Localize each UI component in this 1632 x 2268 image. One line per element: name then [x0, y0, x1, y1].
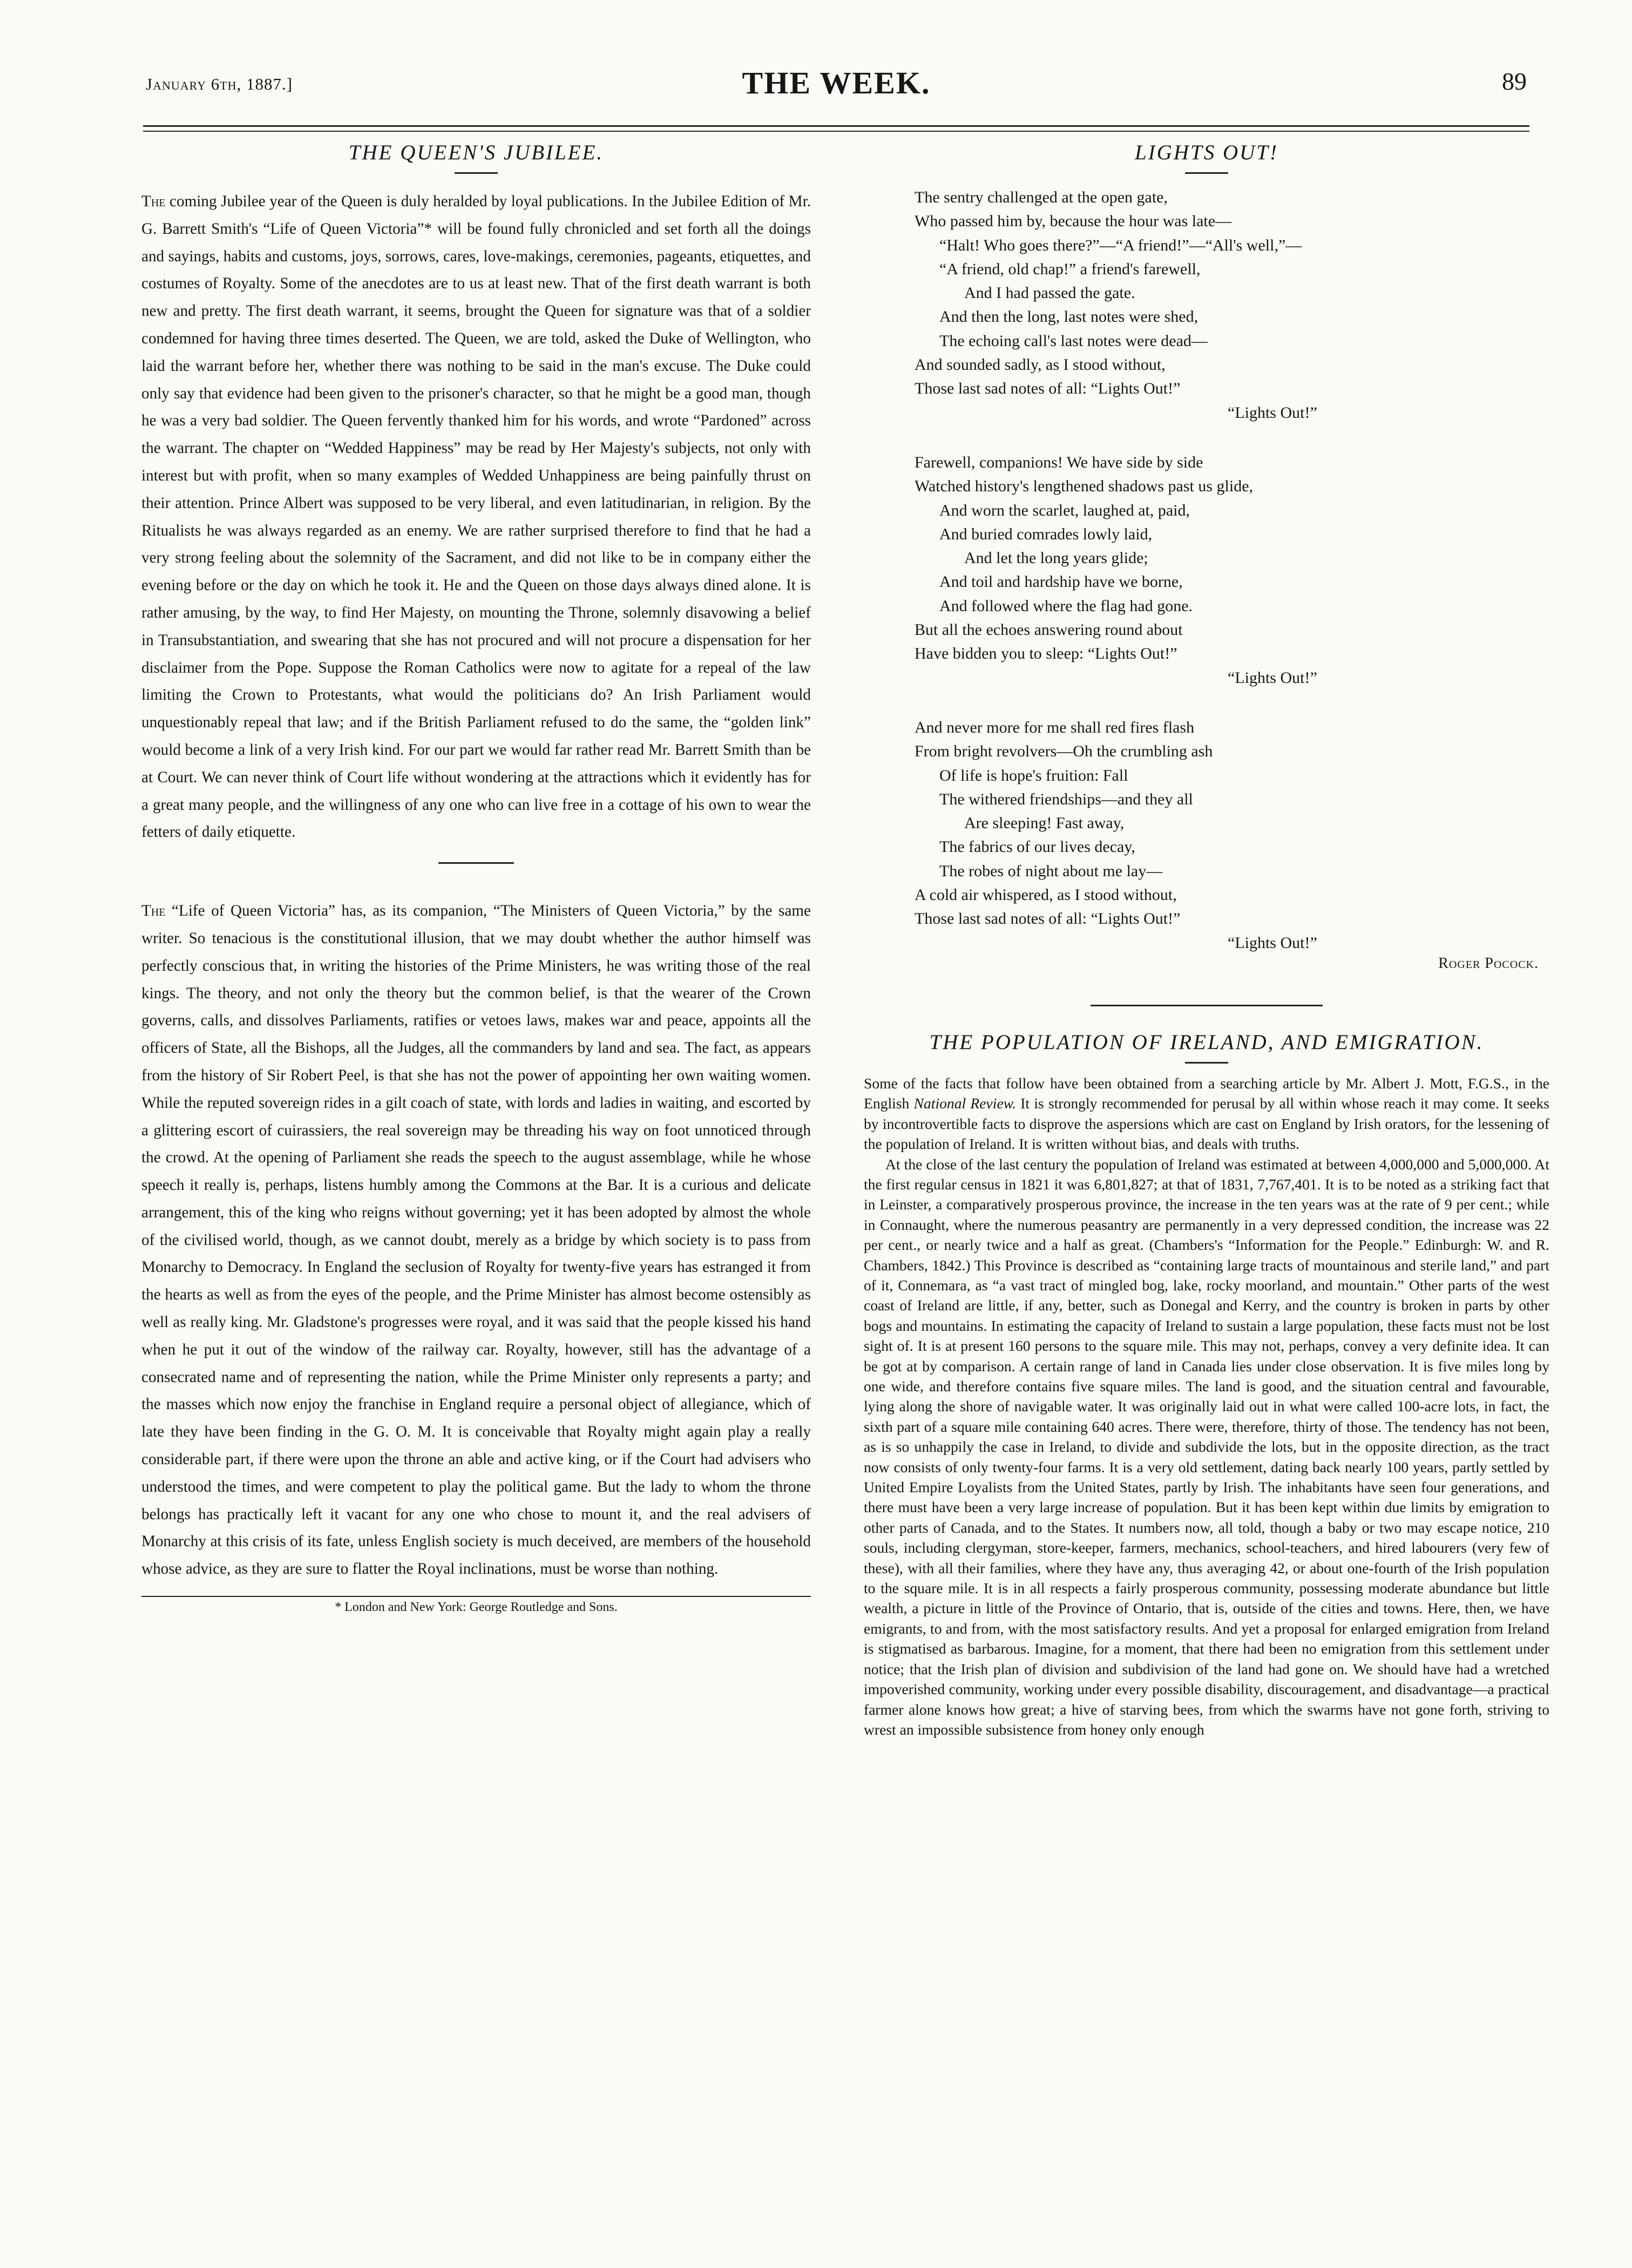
poem-line: And buried comrades lowly laid, — [939, 525, 1153, 543]
poem-line: The sentry challenged at the open gate, — [915, 188, 1168, 206]
right-column — [864, 140, 1549, 1739]
stanza-gap — [915, 425, 1549, 451]
poem-line: A cold air whispered, as I stood without, — [915, 886, 1177, 904]
poem-author: Roger Pocock. — [1438, 954, 1539, 972]
poem-line: Have bidden you to sleep: “Lights Out!” — [915, 645, 1177, 663]
title-rule — [1185, 172, 1228, 174]
poem-line: The withered friendships—and they all — [939, 790, 1193, 808]
poem-line: And followed where the flag had gone. — [939, 597, 1193, 615]
masthead-rule-secondary — [143, 131, 1529, 132]
poem-line: Farewell, companions! We have side by side — [915, 453, 1203, 471]
poem-line: Those last sad notes of all: “Lights Out!” — [915, 910, 1181, 928]
jubilee-paragraph-2-lead: The — [141, 902, 166, 920]
poem-line: And sounded sadly, as I stood without, — [915, 356, 1166, 374]
jubilee-title: THE QUEEN'S JUBILEE. — [348, 141, 604, 164]
poem-line: The fabrics of our lives decay, — [939, 838, 1135, 856]
ireland-paragraph-1-text-a: of the facts that follow have been obtained from a searching article by Mr. Albert J. Mott, F.G.S., in the English — [864, 1074, 1549, 1112]
jubilee-paragraph-1-lead: The — [141, 193, 166, 210]
title-rule — [1185, 1062, 1228, 1064]
poem — [864, 186, 1549, 955]
poem-line: “Lights Out!” — [1228, 933, 1317, 952]
poem-line: From bright revolvers—Oh the crumbling ash — [915, 742, 1213, 761]
poem-line: And never more for me shall red fires flash — [915, 718, 1195, 736]
poem-line: And worn the scarlet, laughed at, paid, — [939, 501, 1190, 519]
publication-title: THE WEEK. — [742, 65, 931, 100]
ireland-paragraph-1-text-b: It is strongly recommended for perusal by all within whose reach it may come. It seeks by incontrovertible facts to disprove the aspersions which are cast on England by Irish orators, for the lessening of the population of Ireland. It is written without bias, and deals with truths. — [864, 1095, 1549, 1153]
stanza-gap — [915, 690, 1549, 716]
jubilee-paragraph-1-text: coming Jubilee year of the Queen is duly heralded by loyal publications. In the Jubilee Edition of Mr. G. Barrett Smith's “Life of Queen Victoria”* will be found fully chronicled and set forth all the doings and sayings, habits and customs, joys, sorrows, cares, love-makings, ceremonies, pageants, etiquettes, and costumes of Royalty. Some of the anecdotes are to us at least new. That of the first death warrant is both new and pretty. The first death warrant, it seems, brought the Queen for signature was that of a soldier condemned for having three times deserted. The Queen, we are told, asked the Duke of Wellington, who laid the warrant before her, whether there was nothing to be said in the man's excuse. The Duke could only say that evidence had been given to the prisoner's character, so that he might be a good man, though he was a very bad soldier. The Queen fervently thanked him for his words, and wrote “Pardoned” across the warrant. The chapter on “Wedded Happiness” may be read by Her Majesty's subjects, not only with interest but with profit, when so many examples of Wedded Unhappiness are being painfully thrust on their attention. Prince Albert was supposed to be very liberal, and even latitudinarian, in religion. By the Ritualists he was always regarded as an enemy. We are rather surprised therefore to find that he had a very strong feeling about the solemnity of the Sacrament, and did not like to be in company either the evening before or the day on which he took it. He and the Queen on those days always dined alone. It is rather amusing, by the way, to find Her Majesty, on mounting the Throne, solemnly disavowing a belief in Transubstantiation, and swearing that she has not procured and will not procure a dispensation for her disclaimer from the Pope. Suppose the Roman Catholics were now to agitate for a repeal of the law limiting the Crown to Protestants, what would the politicians do? An Irish Parliament would unquestionably repeal that law; and if the British Parliament refused to do the same, the “golden link” would become a link of a very Irish kind. For our part we would far rather read Mr. Barrett Smith than be at Court. We can never think of Court life without wondering at the attractions which it evidently has for a great many people, and the willingness of any one who can live free in a cottage of his own to wear the fetters of daily etiquette. — [141, 193, 811, 841]
masthead — [146, 65, 1527, 124]
poem-line: The robes of night about me lay— — [939, 862, 1163, 880]
ireland-paragraph-1 — [864, 1073, 1549, 1154]
poem-line: Of life is hope's fruition: Fall — [939, 766, 1128, 784]
poem-line: Who passed him by, because the hour was late— — [915, 212, 1232, 231]
poem-line: “A friend, old chap!” a friend's farewell, — [939, 260, 1201, 278]
poem-line: And toil and hardship have we borne, — [939, 573, 1183, 591]
ireland-paragraph-1-lead: Some — [864, 1074, 898, 1092]
poem-line: Those last sad notes of all: “Lights Out!” — [915, 380, 1181, 398]
jubilee-paragraph-2 — [141, 897, 811, 1583]
poem-line: And then the long, last notes were shed, — [939, 308, 1198, 326]
poem-line: And I had passed the gate. — [964, 284, 1135, 302]
poem-line: “Lights Out!” — [1228, 668, 1317, 687]
section-separator — [1091, 1005, 1323, 1006]
footnote-rule — [141, 1596, 811, 1597]
jubilee-paragraph-2-text: “Life of Queen Victoria” has, as its companion, “The Ministers of Queen Victoria,” by the same writer. So tenacious is the constitutional illusion, that we may doubt whether the author himself was perfectly conscious that, in writing the histories of the Prime Ministers, he was writing those of the real kings. The theory, and not only the theory but the common belief, is that the wearer of the Crown governs, calls, and dissolves Parliaments, ratifies or vetoes laws, makes war and peace, appoints all the officers of State, all the Bishops, all the Judges, all the commanders by land and sea. The fact, as appears from the history of Sir Robert Peel, is that she has not the power of appointing her own waiting women. While the reputed sovereign rides in a gilt coach of state, with lords and ladies in waiting, and escorted by a glittering escort of cuirassiers, the real sovereign may be threading his way on foot unnoticed through the crowd. At the opening of Parliament she reads the speech to the august assemblage, while he whose speech it really is, perhaps, listens humbly among the Commons at the Bar. It is a curious and delicate arrangement, this of the king who reigns without governing; yet it has been adopted by almost the whole of the civilised world, though, as we cannot doubt, merely as a bridge by which society is to pass from Monarchy to Democracy. In England the seclusion of Royalty for twenty-five years has estranged it from the hearts as well as from the eyes of the people, and the Prime Minister has almost become ostensibly as well as really king. Mr. Gladstone's progresses were royal, and it was said that the people kissed his hand when he put it out of the window of the railway car. Royalty, however, still has the advantage of a consecrated name and of representing the nation, while the Prime Minister only represents a party; and the masses which now enjoy the franchise in England require a personal object of allegiance, which of late they have been finding in the G. O. M. It is conceivable that Royalty might again play a really considerable part, if there were upon the throne an able and active king, or if the Court had advisers who understood the times, and were competent to play the political game. But the lady to whom the throne belongs has practically left it vacant for any one who chose to mount it, and the real advisers of Monarchy at this crisis of its fate, unless English society is much deceived, are members of the household whose advice, as they are sure to flatter the Royal inclinations, must be worse than nothing. — [141, 902, 811, 1578]
left-column — [141, 140, 811, 1615]
poem-line: “Lights Out!” — [1228, 403, 1317, 422]
poem-line: Watched history's lengthened shadows past us glide, — [915, 477, 1254, 496]
masthead-rule — [143, 125, 1529, 127]
title-rule — [455, 172, 498, 174]
ireland-paragraph-2: At the close of the last century the population of Ireland was estimated at between 4,000,000 and 5,000,000. At the first regular census in 1821 it was 6,801,827; at that of 1831, 7,767,401. It is to be noted as a striking fact that in Leinster, a comparatively prosperous province, the increase in the ten years was at the rate of 9 per cent.; while in Connaught, where the numerous peasantry are permanently in a very depressed condition, the increase was 22 per cent., or nearly twice and a half as great. (Chambers's “Information for the People.” Edinburgh: W. and R. Chambers, 1842.) This Province is described as “containing large tracts of mountainous and sterile land,” and part of it, Connemara, as “a vast tract of mingled bog, lake, rocky moorland, and mountain.” Other parts of the west coast of Ireland are little, if any, better, such as Donegal and Kerry, and the country is broken in parts by other bogs and mountains. In estimating the capacity of Ireland to sustain a large population, these facts must not be lost sight of. It is at present 160 persons to the square mile. This may not, perhaps, convey a very definite idea. It can be got at by comparison. A certain range of land in Canada lies under close observation. It is five miles long by one wide, and therefore contains five square miles. The land is good, and the situation central and favourable, lying along the shore of navigable water. It was originally laid out in what were called 100-acre lots, in fact, the sixth part of a square mile containing 640 acres. There were, therefore, thirty of those. The tendency has not been, as is so unhappily the case in Ireland, to divide and subdivide the lots, but in the opposite direction, as the tract now consists of only twenty-four farms. It is a very old settlement, dating back nearly 100 years, partly settled by United Empire Loyalists from the United States, partly by Irish. The inhabitants have seen four generations, and there must have been a very large increase of population. But it has been kept within due limits by emigration to other parts of Canada, and to the States. It numbers now, all told, though a baby or two may escape notice, 210 souls, including clergyman, store-keeper, farmers, mechanics, school-teachers, and hired labourers (very few of these), with all their families, where they have any, thus averaging 42, or about one-fourth of the Irish population to the square mile. It is in all respects a fairly prosperous community, possessing moderate abundance but little wealth, a picture in little of the Province of Ontario, that is, outside of the cities and towns. Here, then, we have emigrants, to and from, with the most satisfactory results. And yet a proposal for enlarged emigration from Ireland is stigmatised as barbarous. Imagine, for a moment, that there had been no emigration from this settlement under notice; that the Irish plan of division and subdivision of the land had gone on. We should have had a wretched impoverished community, working under every possible disability, discouragement, and disadvantage—a practical farmer alone knows how great; a hive of starving bees, from which the swarms have not gone forth, striving to wrest an impossible subsistence from honey only enough — [864, 1155, 1549, 1738]
poem-line: And let the long years glide; — [964, 549, 1148, 567]
poem-line: The echoing call's last notes were dead— — [939, 331, 1208, 350]
jubilee-paragraph-1 — [141, 188, 811, 846]
poem-line: But all the echoes answering round about — [915, 621, 1183, 639]
footnote: * London and New York: George Routledge and Sons. — [335, 1600, 618, 1615]
page-number: 89 — [1502, 67, 1527, 95]
poem-line: Are sleeping! Fast away, — [964, 814, 1125, 832]
ireland-paragraph-1-journal: National Review. — [913, 1095, 1016, 1112]
section-separator — [438, 862, 514, 864]
poem-line: “Halt! Who goes there?”—“A friend!”—“All's well,”— — [939, 236, 1302, 254]
poem-title: LIGHTS OUT! — [1135, 141, 1278, 164]
issue-date: January 6th, 1887.] — [146, 75, 293, 93]
ireland-title: THE POPULATION OF IRELAND, AND EMIGRATION. — [929, 1030, 1484, 1054]
